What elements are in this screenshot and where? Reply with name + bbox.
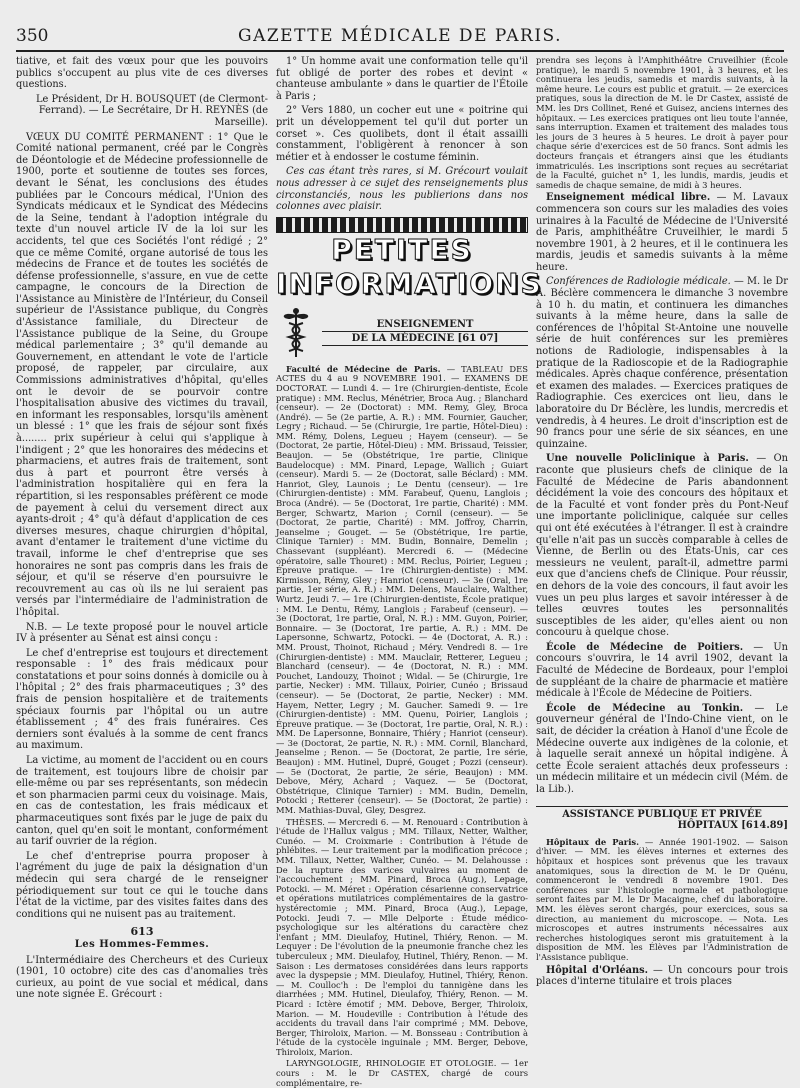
banner-line-1: PETITES (331, 232, 473, 266)
item-text: — TABLEAU DES ACTES du 4 au 9 NOVEMBRE 1901. — EXAMENS DE DOCTORAT. — Lundi 4. — 1re (Chirurgien-dentiste, École pratique) : MM. Reclus, Ménétrier, Broca Aug. ; Blanchard (censeur). — 2e (Doctorat) : MM. Remy, Gley, Broca (André). — 5e (2e partie, A. R.) : MM. Fournier, Gaucher, Legry ; Richaud. — 5e (Chirurgie, 1re partie, Hôtel-Dieu) : MM. Rémy, Dolens, Legueu ; Hayem (censeur). — 5e (Doctorat, 2e partie, Hôtel-Dieu) : MM. Brissaud, Teissier, Beaujon. — 5e (Obstétrique, 1re partie, Clinique Baudelocque) : MM. Pinard, Lepage, Wallich ; Guiart (censeur). Mardi 5. — 2e (Doctorat, salle Béclard) : MM. Hanriot, Gley, Launois ; Le Dentu (censeur). — 1re (Chirurgien-dentiste) : MM. Farabeuf, Quenu, Langlois ; Broca (André). — 5e (Doctorat, 1re partie, Charité) : MM. Berger, Schwartz, Marion ; Cornil (censeur). — 5e (Doctorat, 2e partie, Charité) : MM. Joffroy, Charrin, Jeanselme ; Gouget. — 5e (Obstétrique, 1re partie, Clinique Tarnier) : MM. Budin, Bonnaire, Demelin ; Chassevant (suppléant). Mercredi 6. — (Médecine opératoire, salle Thouret) : MM. Reclus, Poirier, Legueu ; Épreuve pratique. — 1re (Chirurgien-dentiste) : MM. Kirmisson, Rémy, Gley ; Hanriot (censeur). — 3e (Oral, 1re partie, 1er série, A. R.) : MM. Delens, Mauclaire, Walther, Wurtz. Jeudi 7. — 1re (Chirurgien-dentiste, École pratique) : MM. Le Dentu, Rémy, Langlois ; Farabeuf (censeur). — 3e (Doctorat, 1re partie, Oral, N. R.) : MM. Guyon, Poirier, Bonnaire. — 3e (Doctorat, 1re partie, A. R.) : MM. De Lapersonne, Schwartz, Potocki. — 4e (Doctorat, A. R.) : MM. Proust, Thoinot, Richaud ; Méry. Vendredi 8. — 1re (Chirurgien-dentiste) : MM. Mauclair, Retterer, Legueu ; Blanchard (censeur). — 4e (Doctorat, N. R.) : MM. Pouchet, Landouzy, Thoinot ; Widal. — 5e (Chirurgie, 1re partie, Necker) : MM. Tillaux, Poirier, Cunéo ; Brissaud (censeur). — 5e (Doctorat, 2e partie, Necker) : MM. Hayem, Netter, Legry ; M. Gaucher. Samedi 9. — 1re (Chirurgien-dentiste) : MM. Quenu, Poirier, Langlois ; Épreuve pratique. — 3e (Doctorat, 1re partie, Oral, N. R.) : MM. De Lapersonne, Bonnaire, Thiéry ; Hanriot (censeur). — 3e (Doctorat, 2e partie, N. R.) : MM. Cornil, Blanchard, Jeanselme ; Renon. — 5e (Doctorat, 2e partie, 1re série, Beaujon) : MM. Hutinel, Dupré, Gouget ; Pozzi (censeur). — 5e (Doctorat, 2e partie, 2e série, Beaujon) : MM. Debove, Méry, Achard ; Vaquez. — 5e (Doctorat, Obstétrique, Clinique Tarnier) : MM. Budin, Demelin, Potocki ; Retterer (censeur). — 5e (Doctorat, 2e partie) : MM. Mathias-Duval, Gley, Desgrez. (276, 363, 528, 816)
paragraph: prendra ses leçons à l'Amphithéâtre Cruveilhier (École pratique), le mardi 5 novembre 1901, à 3 heures, et les continuera les jeudis, samedis et mardis suivants, à la même heure. Le cours est public et gratuit. — 2e exercices pratiques, sous la direction de M. le Dr Castex, assisté de MM. les Drs Collinet, René et Guisez, anciens internes des hôpitaux. — Les exercices pratiques ont lieu toute l'année, sans interruption. Examen et traitement des malades tous les jours de 3 heures à 5 heures. Le droit à payer pour chaque série d'exercices est de 50 francs. Sont admis les docteurs français et étrangers ainsi que les étudiants immatriculés. Les inscriptions sont reçues au secrétariat de la Faculté, guichet n° 1, les lundis, mardis, jeudis et samedis de chaque semaine, de midi à 3 heures. (536, 55, 788, 190)
petites-informations-banner (276, 217, 543, 301)
paragraph: La victime, au moment de l'accident ou en cours de traitement, est toujours libre de choisir par elle-même ou par ses représentants, son médecin et son pharmacien parmi ceux du voisinage. Mais, en cas de contestation, les frais médicaux et pharmaceutiques sont fixés par le juge de paix du canton, quel qu'en soit le montant, conformément au tarif ouvrier de la région. (16, 755, 268, 848)
paragraph: 1° Un homme avait une conformation telle qu'il fut obligé de porter des robes et devint « chanteuse ambulante » dans le quartier de l'Étoile à Paris ; (276, 56, 528, 102)
paragraph-voeux: VŒUX DU COMITÉ PERMANENT : 1° Que le Comité national permanent, créé par le Congrès de Déontologie et de Médecine professionnelle de 1900, porte et soutienne de toutes ses forces, devant le Sénat, les conclusions des études publiées par le Concours médical, l'Union des Syndicats médicaux et le Syndicat des Médecins de la Seine, tendant à l'adoption intégrale du texte d'un nouvel article IV de la loi sur les accidents, tel que ces Sociétés l'ont rédigé ; 2° que ce même Comité, organe autorisé de tous les médecins de France et de toutes les sociétés de défense professionnelle, s'assure, en vue de cette campagne, le concours de la Direction de l'Assistance au Ministère de l'Intérieur, du Conseil supérieur de l'Assistance publique, du Congrès d'Assistance familiale, du Directeur de l'Assistance publique de la Seine, du Groupe médical parlementaire ; 3° qu'il demande au Gouvernement, en attendant le vote de l'article proposé, de rappeler, par circulaire, aux Commissions administratives d'hôpital, qu'elles ont le devoir de se pourvoir contre l'hospitalisation abusive des victimes du travail, en informant les responsables, lorsqu'ils amènent un blessé : 1° que les frais de séjour sont fixés à........ prix supérieur à celui qui s'applique à l'indigent ; 2° que les honoraires des médecins et pharmaciens, et autres frais de traitement, sont dus à part et pourront être versés à l'administration hospitalière qui en fera la répartition, si les responsables préfèrent ce mode de payement à celui du versement direct aux ayants-droit ; 4° qu'à défaut d'application de ces diverses mesures, chaque chirurgien d'hôpital, avant d'entamer le traitement d'une victime du travail, informe le chef d'entreprise que ses honoraires ne sont pas compris dans les frais de séjour, et qu'il se réserve d'en poursuivre le recouvrement au cas où ils ne lui seraient pas versés par l'intermédiaire de l'administration de l'hôpital. (16, 131, 268, 618)
section-title: Les Hommes-Femmes. (74, 938, 210, 950)
castex-continued (536, 56, 788, 190)
enseignement-line-1: ENSEIGNEMENT (376, 319, 474, 331)
paragraph: 2° Vers 1880, un cocher eut une « poitrine qui prit un développement tel qu'il dut porter un corset ». Ces quolibets, dont il était assailli constamment, l'obligèrent à renoncer à son métier et à endosser le costume féminin. (276, 105, 528, 163)
item-text: — M. Lavaux commencera son cours sur les maladies des voies urinaires à la Faculté de Médecine de l'Université de Paris, amphithéâtre Cruveilhier, le mardi 5 novembre 1901, à 2 heures, et il le continuera les mardis, jeudis et samedis suivants à la même heure. (536, 192, 788, 273)
paragraph: L'Intermédiaire des Chercheurs et des Curieux (1901, 10 octobre) cite des cas d'anomalies très curieux, au point de vue social et médical, dans une note signée E. Grécourt : (16, 954, 268, 1001)
item-text: — Année 1901-1902. — Saison d'hiver. — MM. les élèves internes et externes des hôpitaux et hospices sont prévenus que les travaux anatomiques, sous la direction de M. le Dr Quénu, commenceront le vendredi 8 novembre 1901. Des conférences sur l'histologie normale et pathologique seront faites par M. le Dr Macaigne, chef du laboratoire. MM. les élèves seront chargés, pour exercices, sous sa direction, au maniement du microscope. — Nota. Les microscopes et autres instruments nécessaires aux recherches histologiques seront mis gratuitement à la disposition de MM. les Élèves par l'Administration de l'Assistance publique. (536, 836, 788, 962)
theses-text: THÈSES. — Mercredi 6. — M. Renouard : Contribution à l'étude de l'Hallux valgus ; MM. Tillaux, Netter, Walther, Cunéo. — M. Croixmarie : Contribution à l'étude de phlébites. — Leur traitement par la modification précoce ; MM. Tillaux, Netter, Walther, Cunéo. — M. Delahousse : De la rupture des varices vulvaires au moment de l'accouchement ; MM. Pinard, Broca (Aug.), Lepage, Potocki. — M. Méret : Opération césarienne conservatrice et opérations mutilatrices complémentaires de la gastro-hystérectomie ; MM. Pinard, Broca (Aug.), Lepage, Potocki. Jeudi 7. — Mlle Delporte : Étude médico-psychologique sur les altérations du caractère chez l'enfant ; MM. Dieulafoy, Hutinel, Thiéry, Renon. — M. Lequyer : De l'évolution de la pneumonie franche chez les tuberculeux ; MM. Dieulafoy, Hutinel, Thiéry, Renon. — M. Saison : Les dermatoses considérées dans leurs rapports avec la dyspepsie ; MM. Dieulafoy, Hutinel, Thiéry, Renon. — M. Coulloc'h : De l'emploi du tannigène dans les diarrhées ; MM. Hutinel, Dieulafoy, Thiéry, Renon. — M. Picard : Ictère émotif ; MM. Debove, Berger, Thiroloix, Marion. — M. Houdeville : Contribution à l'étude des accidents du travail dans l'air comprimé ; MM. Debove, Berger, Thiroloix, Marion. — M. Bonsseau : Contribution à l'étude de la cystocèle inguinale ; MM. Berger, Debove, Thiroloix, Marion. (276, 816, 528, 1057)
ornamental-border (276, 217, 528, 233)
item-text: — M. le Dr A. Béclère commencera le dimanche 3 novembre à 10 h. du matin, et continuera les dimanches suivants à la même heure, dans la salle de conférences de l'hôpital St-Antoine une nouvelle série de huit conférences sur les premières notions de Radiologie, indispensables à la pratique de la Radioscopie et de la Radiographie médicales. Après chaque conférence, présentation et examen des malades. — Exercices pratiques de Radiographie. Ces exercices ont lieu, dans le laboratoire du Dr Béclère, les lundis, mercredis et vendredis, à 4 heures. Le droit d'inscription est de 90 francs pour une série de six séances, en une quinzaine. (536, 276, 788, 450)
paragraph: Ces cas étant très rares, si M. Grécourt voulait nous adresser à ce sujet des renseignements plus circonstanciés, nous les publierions dans nos colonnes avec plaisir. (276, 166, 528, 213)
laryngo-text: LARYNGOLOGIE, RHINOLOGIE ET OTOLOGIE. — 1er cours : M. le Dr CASTEX, chargé de cours complémentaire, re- (276, 1058, 528, 1088)
column-2 (276, 56, 543, 1088)
faculte-block (276, 365, 528, 1088)
column-1 (16, 56, 268, 1036)
enseignement-title-box (322, 319, 528, 346)
enseignement-line-2: DE LA MÉDECINE [61 07] (322, 331, 528, 347)
paragraph: Le chef d'entreprise est toujours et directement responsable : 1° des frais médicaux pour constatations et pour soins donnés à domicile ou à l'hôpital ; 2° des frais pharmaceutiques ; 3° des frais de pension hospitalière et de traitements spéciaux fournis par l'hôpital ou un autre établissement ; 4° des frais funéraires. Ces derniers sont évalués à la somme de cent francs au maximum. (16, 647, 268, 752)
page-number: 350 (16, 26, 49, 46)
item-text: — Le gouverneur général de l'Indo-Chine vient, on le sait, de décider la création à Hanoï d'une École de Médecine ouverte aux indigènes de la colonie, et à laquelle serait annexé un hôpital indigène. À cette École seraient attachés deux professeurs : un médecin militaire et un médecin civil (Mém. de la Lib.). (536, 702, 788, 795)
hopitaux-block (536, 838, 788, 963)
page-header (16, 26, 784, 52)
column-3 (536, 56, 788, 1036)
item-heading: Enseignement médical libre. (546, 192, 711, 204)
item-heading: Une nouvelle Policlinique à Paris. (546, 453, 749, 465)
item-text: — Un concours pour trois places d'interne titulaire et trois places (536, 964, 788, 988)
assistance-line-2: HÔPITAUX [614.89] (677, 820, 788, 832)
item-heading: École de Médecine de Poitiers. (546, 641, 744, 653)
item-text: — On raconte que plusieurs chefs de clinique de la Faculté de Médecine de Paris abandonnent décidément la voie des concours des hôpitaux et de la Faculté et vont fonder près du Pont-Neuf une importante policlinique, calquée sur celles qui ont été exécutées à l'étranger. Il est à craindre qu'elle n'ait pas un succès comparable à celles de Vienne, de Berlin ou des États-Unis, car ces messieurs ne veulent, paraît-il, admettre parmi eux que d'anciens chefs de Clinique. Pour réussir, en dehors de la voie des concours, il faut avoir les vues un peu plus larges et savoir intéresser à de telles œuvres toutes les personnalités susceptibles de les aider, qu'elles aient ou non concouru à quelque chose. (536, 453, 788, 639)
item-heading: Conférences de Radiologie médicale. (546, 276, 731, 288)
enseignement-header (276, 307, 528, 359)
item-heading: Hôpitaux de Paris. (546, 836, 640, 847)
banner-line-2: INFORMATIONS (276, 266, 543, 300)
section-number: 613 (130, 925, 154, 939)
assistance-line-1: ASSISTANCE PUBLIQUE ET PRIVÉE (562, 808, 762, 820)
paragraph: tiative, et fait des vœux pour que les pouvoirs publics s'occupent au plus vite de ces diverses questions. (16, 56, 268, 91)
columns (16, 55, 788, 1088)
assistance-header (536, 806, 788, 832)
item-heading: École de Médecine au Tonkin. (546, 702, 744, 714)
item-heading: Hôpital d'Orléans. (546, 964, 649, 976)
item-text: — Un concours s'ouvrira, le 14 avril 1902, devant la Faculté de Médecine de Bordeaux, pour l'emploi de suppléant de la chaire de pharmacie et matière médicale à l'École de Médecine de Poitiers. (536, 641, 788, 700)
paragraph-nb: N.B. — Le texte proposé pour le nouvel article IV à présenter au Sénat est ainsi conçu : (16, 621, 268, 645)
item-heading: Faculté de Médecine de Paris. (286, 363, 441, 374)
signature: Le Président, Dr H. BOUSQUET (de Clermont-Ferrand). — Le Secrétaire, Dr H. REYNÈS (de Marseille). (36, 93, 268, 128)
paragraph: Le chef d'entreprise pourra proposer à l'agrément du juge de paix la désignation d'un médecin qui sera chargé de le renseigner périodiquement sur tout ce qui le touche dans l'état de la victime, par des visites faites dans des conditions qui ne nuisent pas au traitement. (16, 850, 268, 920)
journal-title: GAZETTE MÉDICALE DE PARIS. (238, 26, 562, 46)
caduceus-icon (276, 307, 316, 359)
